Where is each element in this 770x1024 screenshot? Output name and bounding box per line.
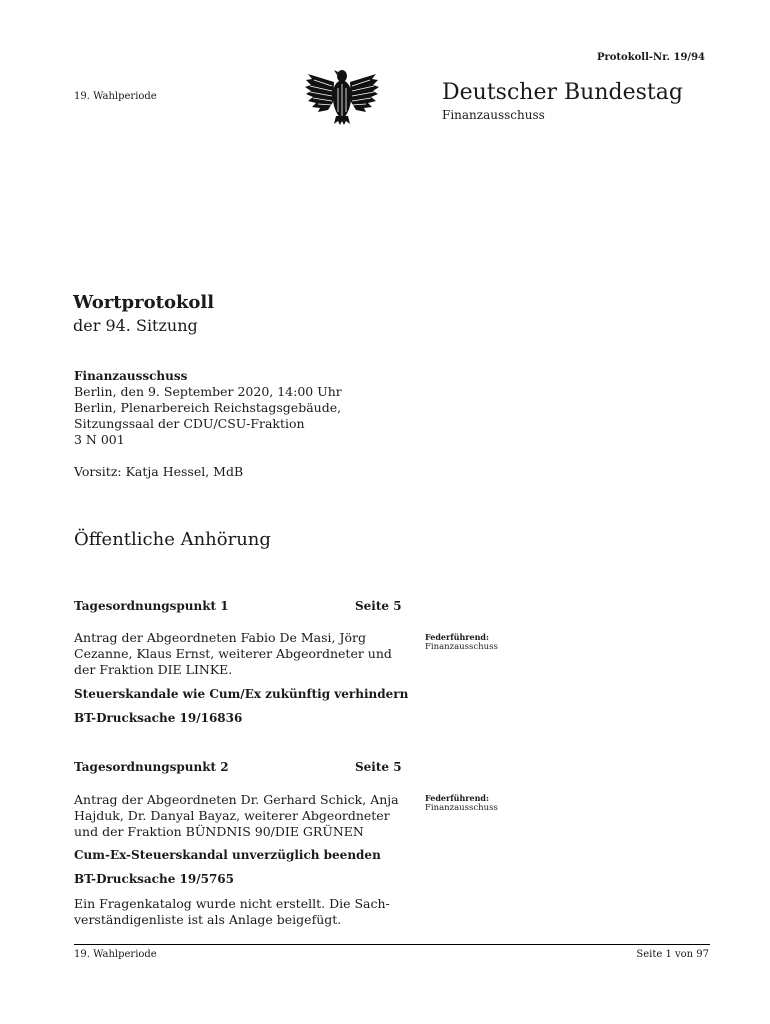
agenda-item-2-heading: Tagesordnungspunkt 2	[74, 760, 229, 774]
protokoll-number: Protokoll-Nr. 19/94	[596, 52, 705, 63]
meeting-date: Berlin, den 9. September 2020, 14:00 Uhr	[74, 384, 342, 399]
footer-wahlperiode: 19. Wahlperiode	[74, 949, 157, 960]
meeting-room: 3 N 001	[74, 432, 125, 447]
institution-name: Deutscher Bundestag	[442, 80, 683, 105]
agenda-item-1-line: der Fraktion DIE LINKE.	[74, 662, 233, 677]
meeting-location-2: Sitzungssaal der CDU/CSU-Fraktion	[74, 416, 305, 431]
agenda-item-2-page: Seite 5	[355, 760, 402, 774]
document-title: Wortprotokoll	[73, 292, 215, 313]
note-line: Ein Fragenkatalog wurde nicht erstellt. Die Sach-	[74, 896, 390, 911]
committee-name: Finanzausschuss	[442, 108, 545, 122]
wahlperiode-label: 19. Wahlperiode	[74, 91, 157, 102]
agenda-item-2-text	[74, 792, 404, 840]
agenda-item-1-line: Antrag der Abgeordneten Fabio De Masi, Jörg	[74, 630, 366, 645]
agenda-item-1-line: Cezanne, Klaus Ernst, weiterer Abgeordneter und	[74, 646, 392, 661]
meeting-location-1: Berlin, Plenarbereich Reichstagsgebäude,	[74, 400, 342, 415]
agenda-item-1-text	[74, 630, 404, 678]
agenda-item-2-line: Antrag der Abgeordneten Dr. Gerhard Schick, Anja	[74, 792, 399, 807]
agenda-item-1-page: Seite 5	[355, 599, 402, 613]
agenda-item-2-motion-title: Cum-Ex-Steuerskandal unverzüglich beenden	[74, 848, 381, 862]
agenda-item-2-lead-label: Federführend:	[425, 793, 489, 803]
agenda-item-2-line: und der Fraktion BÜNDNIS 90/DIE GRÜNEN	[74, 824, 364, 839]
agenda-item-1-drucksache: BT-Drucksache 19/16836	[74, 711, 243, 725]
agenda-item-2-line: Hajduk, Dr. Danyal Bayaz, weiterer Abgeordneter	[74, 808, 390, 823]
agenda-item-2-lead-committee: Finanzausschuss	[425, 803, 498, 813]
agenda-item-1-heading: Tagesordnungspunkt 1	[74, 599, 229, 613]
federal-eagle-logo	[304, 66, 380, 126]
meeting-details	[74, 368, 342, 448]
meeting-chair: Vorsitz: Katja Hessel, MdB	[74, 464, 244, 479]
agenda-item-1-lead-committee: Finanzausschuss	[425, 642, 498, 652]
note-line: verständigenliste ist als Anlage beigefügt.	[74, 912, 342, 927]
document-subtitle: der 94. Sitzung	[73, 316, 198, 335]
page-number: Seite 1 von 97	[636, 949, 709, 960]
note-text	[74, 896, 404, 928]
agenda-item-2-drucksache: BT-Drucksache 19/5765	[74, 872, 234, 886]
footer-divider	[74, 944, 710, 945]
agenda-item-1-lead-label: Federführend:	[425, 632, 489, 642]
hearing-title: Öffentliche Anhörung	[74, 529, 271, 550]
agenda-item-1-motion-title: Steuerskandale wie Cum/Ex zukünftig verhindern	[74, 687, 409, 701]
meeting-committee: Finanzausschuss	[74, 369, 188, 383]
